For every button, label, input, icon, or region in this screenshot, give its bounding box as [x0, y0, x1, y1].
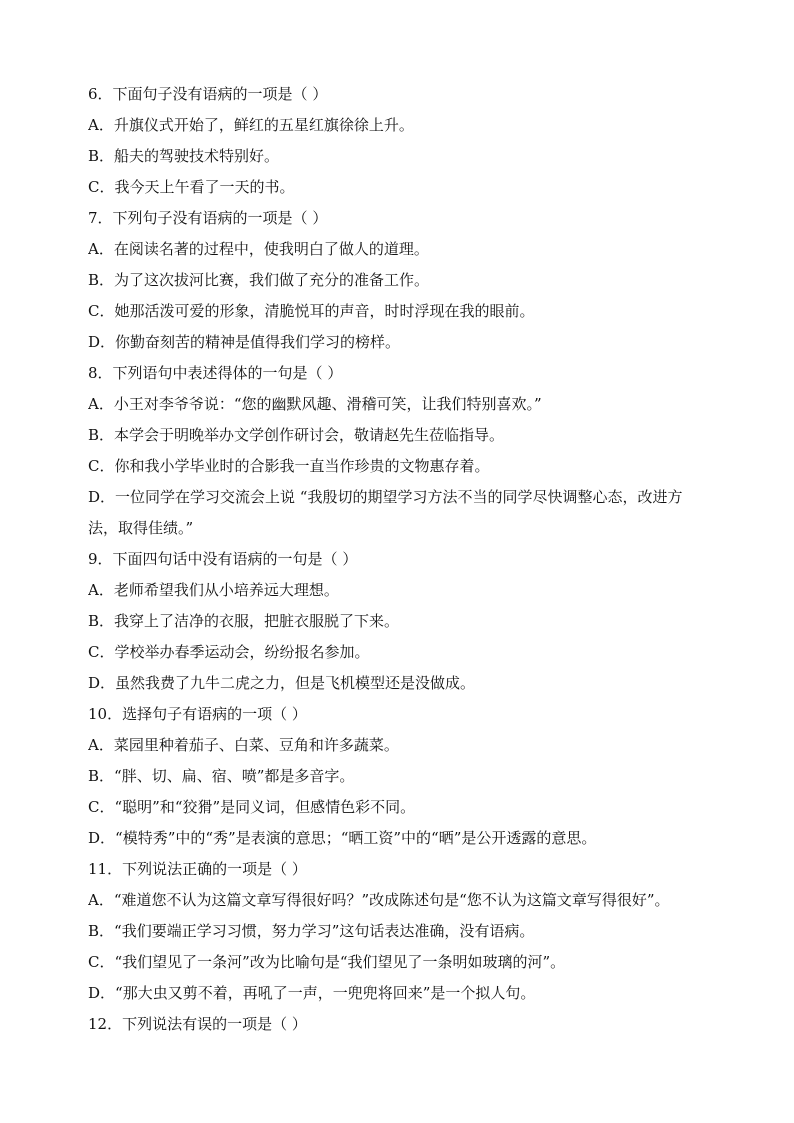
option-line: C．我今天上午看了一天的书。	[88, 178, 295, 196]
option-line: A．在阅读名著的过程中，使我明白了做人的道理。	[88, 240, 429, 258]
option-line: B．“我们要端正学习习惯，努力学习”这句话表达准确，没有语病。	[88, 922, 535, 940]
option-line: A．“难道您不认为这篇文章写得很好吗？”改成陈述句是“您不认为这篇文章写得很好”。	[88, 891, 670, 909]
option-line: B．为了这次拔河比赛，我们做了充分的准备工作。	[88, 271, 430, 289]
option-line: C．“聪明”和“狡猾”是同义词，但感情色彩不同。	[88, 798, 416, 816]
option-line: D．一位同学在学习交流会上说 “我殷切的期望学习方法不当的同学尽快调整心态，改进方法，取得佳绩。”	[88, 488, 683, 537]
option-line: C．“我们望见了一条河”改为比喻句是“我们望见了一条明如玻璃的河”。	[88, 953, 566, 971]
option-line: B．我穿上了洁净的衣服，把脏衣服脱了下来。	[88, 612, 400, 630]
option-line: C．你和我小学毕业时的合影我一直当作珍贵的文物惠存着。	[88, 457, 490, 475]
option-line: A．小王对李爷爷说：“您的幽默风趣、滑稽可笑，让我们特别喜欢。”	[88, 395, 542, 413]
option-line: A．老师希望我们从小培养远大理想。	[88, 581, 339, 599]
question-stem: 11．下列说法正确的一项是（ ）	[88, 860, 307, 878]
option-line: A．菜园里种着茄子、白菜、豆角和许多蔬菜。	[88, 736, 399, 754]
question-stem: 7．下列句子没有语病的一项是（ ）	[88, 209, 328, 227]
option-line: D．你勤奋刻苦的精神是值得我们学习的榜样。	[88, 333, 401, 351]
question-list	[88, 79, 712, 1040]
question-stem: 9．下面四句话中没有语病的一句是（ ）	[88, 550, 358, 568]
question-stem: 8．下列语句中表述得体的一句是（ ）	[88, 364, 343, 382]
option-line: B．本学会于明晚举办文学创作研讨会，敬请赵先生莅临指导。	[88, 426, 505, 444]
option-line: C．学校举办春季运动会，纷纷报名参加。	[88, 643, 370, 661]
option-line: D．“那大虫又剪不着，再吼了一声，一兜兜将回来”是一个拟人句。	[88, 984, 536, 1002]
option-line: D．虽然我费了九牛二虎之力，但是飞机模型还是没做成。	[88, 674, 476, 692]
question-stem: 6．下面句子没有语病的一项是（ ）	[88, 85, 328, 103]
option-line: A．升旗仪式开始了，鲜红的五星红旗徐徐上升。	[88, 116, 414, 134]
option-line: B．船夫的驾驶技术特别好。	[88, 147, 280, 165]
question-stem: 12．下列说法有误的一项是（ ）	[88, 1015, 307, 1033]
question-stem: 10．选择句子有语病的一项（ ）	[88, 705, 307, 723]
option-line: B．“胖、切、扁、宿、喷”都是多音字。	[88, 767, 355, 785]
option-line: C．她那活泼可爱的形象，清脆悦耳的声音，时时浮现在我的眼前。	[88, 302, 535, 320]
option-line: D．“模特秀”中的“秀”是表演的意思；“晒工资”中的“晒”是公开透露的意思。	[88, 829, 597, 847]
